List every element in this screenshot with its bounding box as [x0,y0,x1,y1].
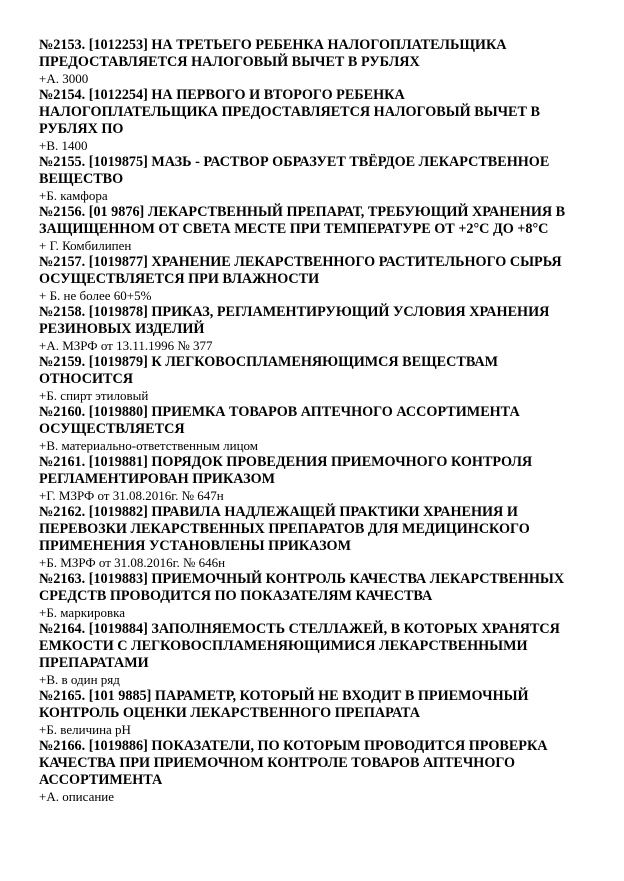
qa-item [39,688,587,737]
qa-item [39,504,587,570]
question-text: №2162. [1019882] ПРАВИЛА НАДЛЕЖАЩЕЙ ПРАКТИКИ ХРАНЕНИЯ И ПЕРЕВОЗКИ ЛЕКАРСТВЕННЫХ ПРЕПАРАТОВ ДЛЯ МЕДИЦИНСКОГО ПРИМЕНЕНИЯ УСТАНОВЛЕНЫ ПРИКАЗОМ [39,504,530,554]
question-text: №2153. [1012253] НА ТРЕТЬЕГО РЕБЕНКА НАЛОГОПЛАТЕЛЬЩИКА ПРЕДОСТАВЛЯЕТСЯ НАЛОГОВЫЙ ВЫЧЕТ В РУБЛЯХ [39,37,507,70]
question-text: №2161. [1019881] ПОРЯДОК ПРОВЕДЕНИЯ ПРИЕМОЧНОГО КОНТРОЛЯ РЕГЛАМЕНТИРОВАН ПРИКАЗОМ [39,454,533,487]
qa-item [39,621,587,687]
question-text: №2156. [01 9876] ЛЕКАРСТВЕННЫЙ ПРЕПАРАТ, ТРЕБУЮЩИЙ ХРАНЕНИЯ В ЗАЩИЩЕННОМ ОТ СВЕТА МЕСТЕ ПРИ ТЕМПЕРАТУРЕ ОТ +2°С ДО +8°С [39,204,566,237]
qa-item [39,454,587,503]
answer-text: +Б. величина pH [39,722,131,737]
answer-text: +Г. МЗРФ от 31.08.2016г. № 647н [39,488,224,503]
document-body [39,37,587,805]
question-text: №2159. [1019879] К ЛЕГКОВОСПЛАМЕНЯЮЩИМСЯ ВЕЩЕСТВАМ ОТНОСИТСЯ [39,354,499,387]
answer-text: + Г. Комбилипен [39,238,132,253]
answer-text: +Б. маркировка [39,605,126,620]
question-text: №2160. [1019880] ПРИЕМКА ТОВАРОВ АПТЕЧНОГО АССОРТИМЕНТА ОСУЩЕСТВЛЯЕТСЯ [39,404,520,437]
qa-item [39,37,587,86]
qa-item [39,87,587,153]
question-text: №2164. [1019884] ЗАПОЛНЯЕМОСТЬ СТЕЛЛАЖЕЙ, В КОТОРЫХ ХРАНЯТСЯ ЕМКОСТИ С ЛЕГКОВОСПЛАМЕНЯЮЩИМИСЯ ЛЕКАРСТВЕННЫМИ ПРЕПАРАТАМИ [39,621,560,671]
answer-text: + Б. не более 60+5% [39,288,152,303]
answer-text: +Б. МЗРФ от 31.08.2016г. № 646н [39,555,226,570]
qa-item [39,204,587,253]
question-text: №2163. [1019883] ПРИЕМОЧНЫЙ КОНТРОЛЬ КАЧЕСТВА ЛЕКАРСТВЕННЫХ СРЕДСТВ ПРОВОДИТСЯ ПО ПОКАЗАТЕЛЯМ КАЧЕСТВА [39,571,565,604]
question-text: №2166. [1019886] ПОКАЗАТЕЛИ, ПО КОТОРЫМ ПРОВОДИТСЯ ПРОВЕРКА КАЧЕСТВА ПРИ ПРИЕМОЧНОМ КОНТРОЛЕ ТОВАРОВ АПТЕЧНОГО АССОРТИМЕНТА [39,738,548,788]
question-text: №2154. [1012254] НА ПЕРВОГО И ВТОРОГО РЕБЕНКА НАЛОГОПЛАТЕЛЬЩИКА ПРЕДОСТАВЛЯЕТСЯ НАЛОГОВЫЙ ВЫЧЕТ В РУБЛЯХ ПО [39,87,540,137]
question-text: №2165. [101 9885] ПАРАМЕТР, КОТОРЫЙ НЕ ВХОДИТ В ПРИЕМОЧНЫЙ КОНТРОЛЬ ОЦЕНКИ ЛЕКАРСТВЕННОГО ПРЕПАРАТА [39,688,529,721]
qa-item [39,571,587,620]
answer-text: +А. МЗРФ от 13.11.1996 № 377 [39,338,213,353]
answer-text: +А. 3000 [39,71,89,86]
qa-item [39,254,587,303]
answer-text: +В. 1400 [39,138,88,153]
qa-item [39,354,587,403]
qa-item [39,738,587,804]
answer-text: +Б. спирт этиловый [39,388,149,403]
question-text: №2157. [1019877] ХРАНЕНИЕ ЛЕКАРСТВЕННОГО РАСТИТЕЛЬНОГО СЫРЬЯ ОСУЩЕСТВЛЯЕТСЯ ПРИ ВЛАЖНОСТИ [39,254,562,287]
qa-item [39,404,587,453]
answer-text: +А. описание [39,789,115,804]
qa-item [39,304,587,353]
answer-text: +В. в один ряд [39,672,120,687]
answer-text: +Б. камфора [39,188,108,203]
answer-text: +В. материально-ответственным лицом [39,438,259,453]
question-text: №2158. [1019878] ПРИКАЗ, РЕГЛАМЕНТИРУЮЩИЙ УСЛОВИЯ ХРАНЕНИЯ РЕЗИНОВЫХ ИЗДЕЛИЙ [39,304,550,337]
question-text: №2155. [1019875] МАЗЬ - РАСТВОР ОБРАЗУЕТ ТВЁРДОЕ ЛЕКАРСТВЕННОЕ ВЕЩЕСТВО [39,154,550,187]
qa-item [39,154,587,203]
